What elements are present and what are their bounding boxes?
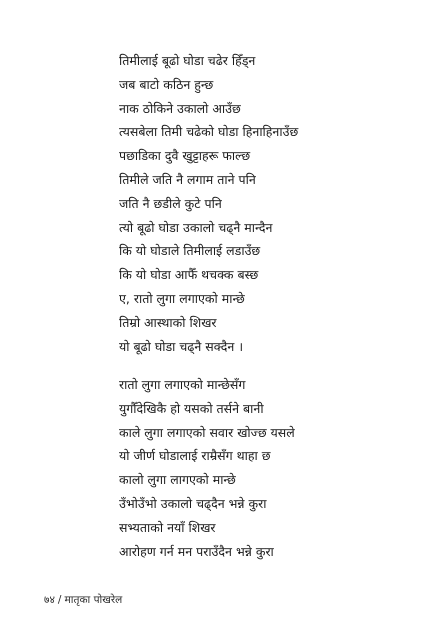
page-footer — [44, 593, 122, 607]
poem-line: पछाडिका दुवै खुट्टाहरू फाल्छ — [119, 148, 251, 164]
poem-line: नाक ठोकिने उकालो आउँछ — [119, 100, 241, 116]
poem-line: तिम्रो आस्थाको शिखर — [119, 314, 217, 330]
poem-line: त्यसबेला तिमी चढेको घोडा हिनाहिनाउँछ — [119, 124, 299, 140]
poem-line: ए, रातो लुगा लगाएको मान्छे — [119, 290, 245, 306]
poem-line: कालो लुगा लागएको मान्छे — [119, 472, 236, 488]
poem-line: कि यो घोडा आफैँ थचक्क बस्छ — [119, 267, 259, 283]
poem-line: सभ्यताको नयाँ शिखर — [119, 519, 216, 535]
poem-line: उँभोउँभो उकालो चढ्दैन भन्ने कुरा — [119, 495, 267, 511]
poem-line: यो बूढो घोडा चढ्नै सक्दैन । — [119, 338, 244, 354]
poem-line: कि यो घोडाले तिमीलाई लडाउँछ — [119, 243, 261, 259]
author-name: मातृका पोखरेल — [64, 594, 123, 606]
poem-line: काले लुगा लगाएको सवार खोज्छ यसले — [119, 424, 295, 440]
poem-line: रातो लुगा लगाएको मान्छेसँग — [119, 377, 246, 392]
footer-separator: / — [57, 594, 62, 606]
poem-line: यो जीर्ण घोडालाई राम्रैसँग थाहा छ — [119, 448, 271, 464]
page-number: ७४ — [44, 594, 55, 606]
poem-stanza-2 — [119, 373, 419, 563]
poem-line: तिमीलाई बूढो घोडा चढेर हिँड्न — [119, 53, 256, 68]
poem-line: त्यो बूढो घोडा उकालो चढ्नै मान्दैन — [119, 219, 273, 235]
poem-line: युगौँदेखिकै हो यसको तर्सने बानी — [119, 400, 264, 416]
poem-line: तिमीले जति नै लगाम ताने पनि — [119, 171, 256, 187]
poem-line: जति नै छडीले कुटे पनि — [119, 195, 222, 211]
poem-line: आरोहण गर्न मन पराउँदैन भन्ने कुरा — [119, 543, 274, 559]
poem-stanza-1 — [119, 49, 419, 358]
poem-line: जब बाटो कठिन हुन्छ — [119, 76, 214, 92]
